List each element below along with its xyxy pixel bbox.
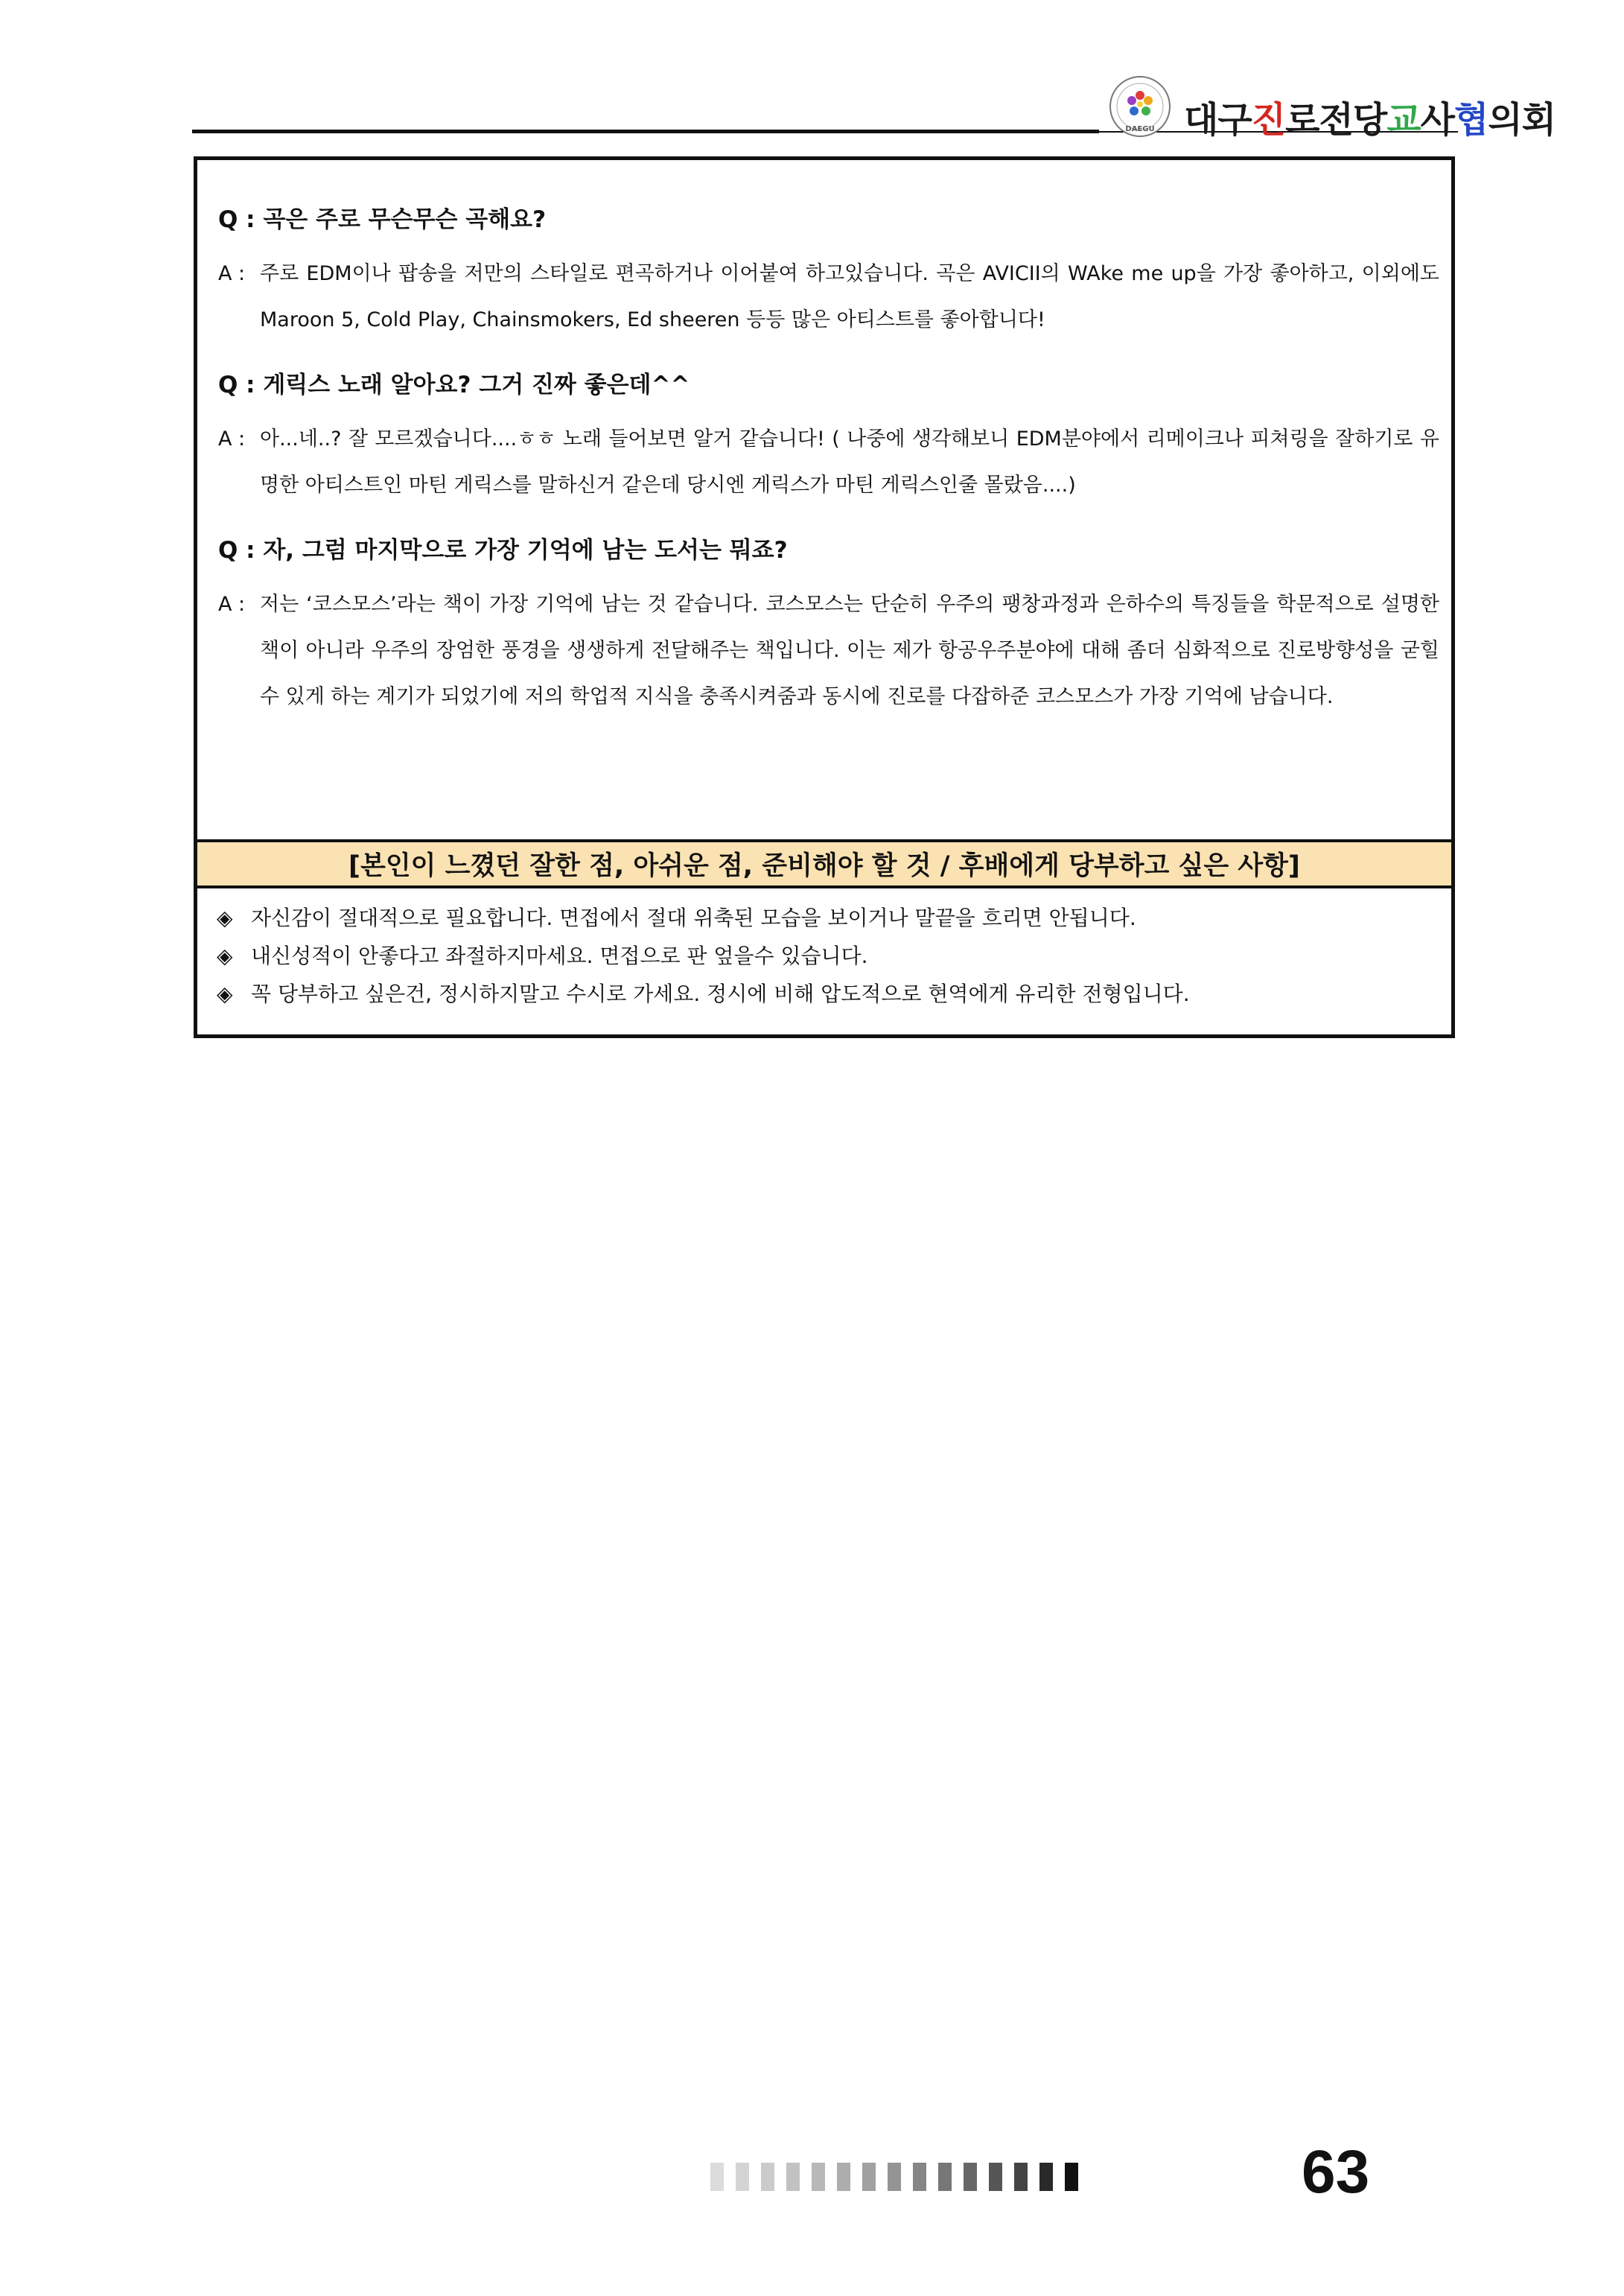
advice-title: [본인이 느꼈던 잘한 점, 아쉬운 점, 준비해야 할 것 / 후배에게 당부하고 싶은 사항]: [197, 839, 1451, 888]
org-name-part: 대구: [1184, 99, 1252, 141]
question-text: 게릭스 노래 알아요? 그거 진짜 좋은데^^: [263, 372, 690, 398]
page-bar: [761, 2163, 774, 2191]
header-rule: [192, 130, 1099, 133]
logo-text: DAEGU: [1125, 125, 1155, 133]
question-text: 자, 그럼 마지막으로 가장 기억에 남는 도서는 뭐죠?: [263, 537, 788, 564]
advice-text: 내신성적이 안좋다고 좌절하지마세요. 면접으로 판 엎을수 있습니다.: [251, 944, 868, 968]
page-bar: [812, 2163, 825, 2191]
page-bar: [710, 2163, 724, 2191]
page-bar: [964, 2163, 977, 2191]
question: [218, 535, 1439, 565]
question-prefix: Q :: [218, 206, 264, 233]
qa-item: [218, 535, 1439, 720]
emblem-icon: [1108, 74, 1172, 139]
qa-item: [218, 370, 1439, 509]
answer-text: 주로 EDM이나 팝송을 저만의 스타일로 편곡하거나 이어붙여 하고있습니다. 곡은 AVICII의 WAke me up을 가장 좋아하고, 이외에도 Maroon 5, Cold Play, Chainsmokers, Ed sheeren 등등 많은 아티스트를 좋아합니다!: [260, 262, 1439, 331]
advice-list: [217, 899, 1438, 1013]
page-bar: [1065, 2163, 1078, 2191]
page-bar: [888, 2163, 901, 2191]
org-name-part: 로전당: [1285, 99, 1387, 141]
advice-text: 자신감이 절대적으로 필요합니다. 면접에서 절대 위축된 모습을 보이거나 말끝을 흐리면 안됩니다.: [251, 906, 1136, 930]
advice-item: [217, 899, 1438, 937]
answer-prefix: A :: [218, 593, 246, 616]
advice-item: [217, 937, 1438, 975]
advice-item: [217, 975, 1438, 1013]
diamond-bullet-icon: ◈: [217, 982, 233, 1006]
answer-text: 아...네..? 잘 모르겠습니다....ㅎㅎ 노래 들어보면 알거 같습니다! ( 나중에 생각해보니 EDM분야에서 리메이크나 피쳐링을 잘하기로 유명한 아티스트인 마틴 게릭스를 말하신거 같은데 당시엔 게릭스가 마틴 게릭스인줄 몰랐음....): [260, 427, 1439, 497]
page-bar: [1039, 2163, 1053, 2191]
answer-prefix: A :: [218, 262, 246, 285]
advice-text: 꼭 당부하고 싶은건, 정시하지말고 수시로 가세요. 정시에 비해 압도적으로 현역에게 유리한 전형입니다.: [251, 982, 1190, 1006]
answer-prefix: A :: [218, 427, 246, 451]
page-bar: [913, 2163, 926, 2191]
question-text: 곡은 주로 무슨무슨 곡해요?: [263, 206, 547, 233]
org-name-part: 의회: [1488, 99, 1556, 141]
org-name-part: 협: [1453, 99, 1488, 141]
question: [218, 205, 1439, 235]
answer-text: 저는 ‘코스모스’라는 책이 가장 기억에 남는 것 같습니다. 코스모스는 단순히 우주의 팽창과정과 은하수의 특징들을 학문적으로 설명한 책이 아니라 우주의 장엄한 풍경을 생생하게 전달해주는 책입니다. 이는 제가 항공우주분야에 대해 좀더 심화적으로 진로방향성을 굳힐수 있게 하는 계기가 되었기에 저의 학업적 지식을 충족시켜줌과 동시에 진로를 다잡하준 코스모스가 가장 기억에 남습니다.: [260, 593, 1439, 708]
diamond-bullet-icon: ◈: [217, 906, 233, 930]
interview-box: [194, 156, 1455, 1038]
org-name-part: 사: [1420, 99, 1454, 141]
page-bar: [938, 2163, 952, 2191]
org-name-part: 교: [1386, 99, 1421, 141]
organization-name: [1184, 91, 1555, 142]
question-prefix: Q :: [218, 372, 264, 398]
page-bar: [1014, 2163, 1028, 2191]
answer: [218, 582, 1439, 720]
qa-item: [218, 205, 1439, 343]
qa-list: [218, 205, 1439, 747]
page-bar: [989, 2163, 1002, 2191]
answer: [218, 416, 1439, 509]
page-bar: [786, 2163, 800, 2191]
page-bar: [736, 2163, 749, 2191]
question-prefix: Q :: [218, 537, 264, 564]
page-number: 63: [1302, 2138, 1370, 2206]
page-bar: [837, 2163, 850, 2191]
page-indicator-bars: [710, 2163, 1078, 2191]
answer: [218, 251, 1439, 343]
question: [218, 370, 1439, 400]
page-bar: [862, 2163, 876, 2191]
org-name-part: 진: [1251, 99, 1286, 141]
diamond-bullet-icon: ◈: [217, 944, 233, 968]
